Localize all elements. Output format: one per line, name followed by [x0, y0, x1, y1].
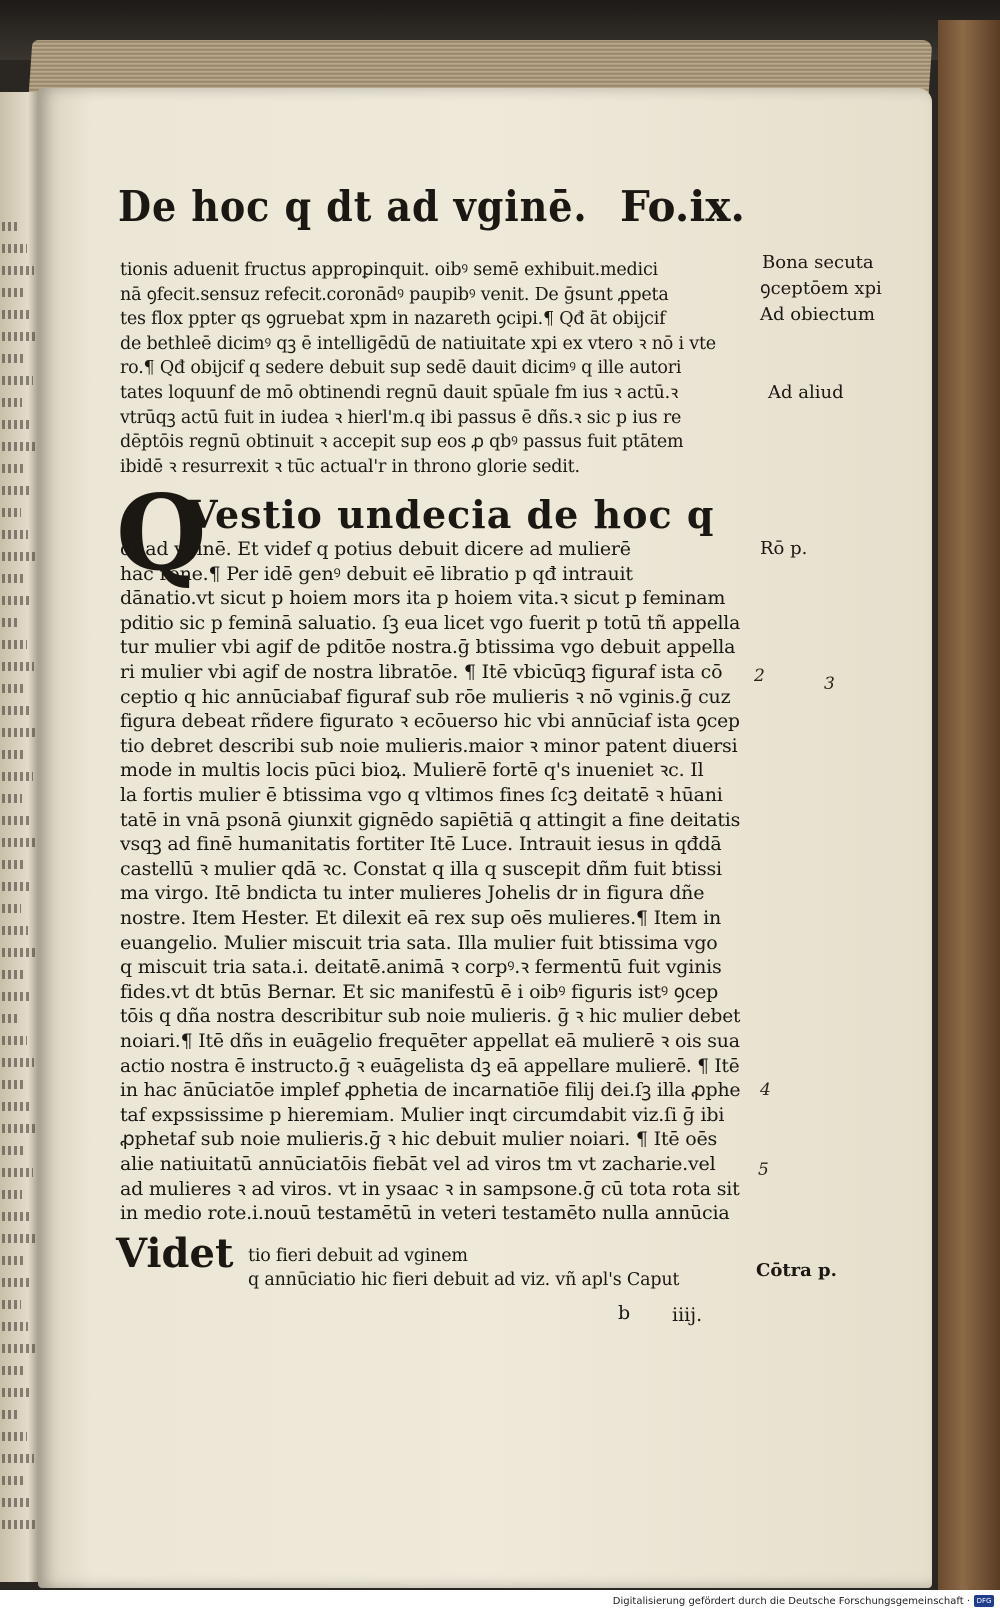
- facing-page-text-fragment: [2, 1124, 37, 1133]
- text-line: vtrūqꝫ actū fuit in iudea ꝛ hierl'm.q ibi passus ē dñs.ꝛ sic p ius re: [120, 407, 682, 428]
- text-line: figura debeat rñdere figurato ꝛ ecōuerso hic vbi annūciaf ista ꝯcep: [120, 710, 740, 733]
- facing-page-text-fragment: [2, 1454, 34, 1463]
- facing-page-text-fragment: [2, 860, 25, 869]
- text-line: ꝓphetaf sub noie mulieris.ḡ ꝛ hic debuit mulier noiari. ¶ Itē oēs: [120, 1128, 718, 1151]
- facing-page-text-fragment: [2, 486, 32, 495]
- facing-page-text-fragment: [2, 816, 29, 825]
- facing-page-text-fragment: [2, 1432, 27, 1441]
- signature-mark: b: [618, 1302, 631, 1324]
- text-line: tionis aduenit fructus approꝑinquit. oibꝰ semē exhibuit.medici: [120, 260, 658, 280]
- footer-credit: Digitalisierung gefördert durch die Deutsche Forschungsgemeinschaft ·: [612, 1596, 970, 1607]
- text-line: ri mulier vbi agif de nostra libratōe. ¶ Itē vbicūqꝫ figuraf ista cō: [120, 661, 723, 683]
- text-line: ad mulieres ꝛ ad viros. vt in ysaac ꝛ in sampsone.ḡ cū tota rota sit: [120, 1177, 740, 1200]
- facing-page-text-fragment: [2, 1146, 26, 1155]
- facing-page-text-fragment: [2, 728, 37, 737]
- text-line: q annūciatio hic fieri debuit ad viz. vñ apl's Caput: [248, 1270, 680, 1290]
- facing-page-text-fragment: [2, 684, 23, 693]
- facing-page-text-fragment: [2, 508, 21, 517]
- facing-page-text-fragment: [2, 442, 36, 451]
- running-head: De hoc q dt ad vginē.: [118, 182, 588, 231]
- text-line: ceptio q hic annūciabaf figuraf sub rōe mulieris ꝛ nō vginis.ḡ cuz: [120, 685, 731, 708]
- facing-page-text-fragment: [2, 970, 24, 979]
- question-heading: Vestio undecia de hoc q: [188, 492, 715, 537]
- facing-page-text-fragment: [2, 1190, 22, 1199]
- text-line: in medio rote.i.nouū testamētū in veteri testamēto nulla annūcia: [120, 1202, 730, 1225]
- facing-page-text-fragment: [2, 310, 30, 319]
- facing-page-text-fragment: [2, 1036, 27, 1045]
- facing-page-text-fragment: [2, 1234, 36, 1243]
- facing-page-text-fragment: [2, 926, 28, 935]
- facing-page-text-fragment: [2, 354, 26, 363]
- text-line: pditio sic p feminā saluatio. ſꝫ eua licet vgo fuerit p totū tñ appella: [120, 611, 741, 634]
- digitization-footer: [0, 1590, 1000, 1616]
- facing-page-text-fragment: [2, 948, 35, 957]
- margin-number-2: 2: [754, 666, 765, 686]
- facing-page-text-fragment: [2, 1058, 34, 1067]
- facing-page-text-fragment: [2, 1366, 24, 1375]
- text-line: ro.¶ Qđ obijcif q sedere debuit sup sedē dauit dicimꝰ q ille autori: [120, 358, 682, 379]
- catchword: iiij.: [672, 1304, 703, 1326]
- margin-note-conceptoem: ꝯceptōem xpi: [760, 278, 882, 299]
- text-line: vsqꝫ ad finē humanitatis fortiter Itē Luce. Intrauit iesus in qđdā: [120, 833, 722, 856]
- text-line: castellū ꝛ mulier qdā ꝛc. Constat q illa q suscepit dñm fuit btissi: [120, 857, 722, 880]
- folio-number: Fo.ix.: [620, 182, 746, 231]
- facing-page-text-fragment: [2, 1300, 21, 1309]
- facing-page-text-fragment: [2, 398, 22, 407]
- facing-page-text-fragment: [2, 574, 24, 583]
- text-line: dt ad vginē. Et videf q potius debuit dicere ad mulierē: [120, 538, 631, 560]
- text-line: tatē in vnā psonā ꝯiunxit gignēdo sapiētiā q attingit a fine deitatis: [120, 808, 741, 831]
- facing-page-text-fragment: [2, 552, 35, 561]
- facing-page-text-fragment: [2, 1212, 29, 1221]
- text-line: euangelio. Mulier miscuit tria sata. Illa mulier fuit btissima vgo: [120, 931, 718, 954]
- facing-page-text-fragment: [2, 706, 30, 715]
- book-cover-edge: [938, 20, 1000, 1590]
- text-line: actio nostra ē instructo.ḡ ꝛ euāgelista dꝫ eā appellare mulierē. ¶ Itē: [120, 1054, 740, 1077]
- facing-page-fragment: [0, 92, 40, 1582]
- facing-page-text-fragment: [2, 1080, 23, 1089]
- text-line: tur mulier vbi agif de pditōe nostra.ḡ btissima vgo debuit appella: [120, 636, 736, 659]
- facing-page-text-fragment: [2, 1520, 37, 1529]
- text-line: ibidē ꝛ resurrexit ꝛ tūc actual'r in throno glorie sedit.: [120, 456, 580, 477]
- text-line: tio debret describi sub noie mulieris.maior ꝛ minor patent diuersi: [120, 734, 738, 757]
- text-line: q miscuit tria sata.i. deitatē.animā ꝛ corpꝰ.ꝛ fermentū fuit vginis: [120, 956, 722, 979]
- facing-page-text-fragment: [2, 1278, 32, 1287]
- facing-page-text-fragment: [2, 904, 21, 913]
- margin-note-ad-obiectum: Ad obiectum: [760, 304, 875, 325]
- facing-page-text-fragment: [2, 772, 33, 781]
- facing-page-text-fragment: [2, 376, 33, 385]
- text-line: fides.vt dt btūs Bernar. Et sic manifestū ē i oibꝰ figuris istꝰ ꝯcep: [120, 980, 719, 1003]
- margin-note-ro-p: Rō p.: [760, 538, 808, 559]
- facing-page-text-fragment: [2, 596, 31, 605]
- facing-page-text-fragment: [2, 640, 27, 649]
- facing-page-text-fragment: [2, 1014, 20, 1023]
- facing-page-text-fragment: [2, 662, 34, 671]
- decorated-initial-videt: Videt: [116, 1230, 234, 1277]
- margin-note-contra-p: Cōtra p.: [756, 1260, 837, 1281]
- facing-page-text-fragment: [2, 1498, 30, 1507]
- facing-page-text-fragment: [2, 1322, 28, 1331]
- text-line: ma virgo. Itē bndicta tu inter mulieres Johelis dr in figura dñe: [120, 882, 705, 905]
- dfg-logo: DFG: [974, 1595, 994, 1607]
- text-line: la fortis mulier ē btissima vgo q vltimos fines ſcꝫ deitatē ꝛ hūani: [120, 784, 723, 806]
- margin-number-3: 3: [824, 674, 835, 694]
- text-line: tio fieri debuit ad vginem: [248, 1246, 468, 1266]
- text-line: alie natiuitatū annūciatōis fiebāt vel ad viros tm vt zacharie.vel: [120, 1153, 716, 1175]
- text-line: nā ꝯfecit.sensuz refecit.coronādꝰ paupibꝰ venit. De ḡsunt ꝓpeta: [120, 284, 669, 305]
- text-line: noiari.¶ Itē dñs in euāgelio frequēter appellat eā mulierē ꝛ ois sua: [120, 1030, 740, 1052]
- text-line: dēptōis regnū obtinuit ꝛ accepit sup eos ꝓ qbꝰ passus fuit ptātem: [120, 432, 684, 453]
- facing-page-text-fragment: [2, 1256, 25, 1265]
- text-line: dānatio.vt sicut p hoiem mors ita p hoiem vita.ꝛ sicut p feminam: [120, 587, 726, 610]
- text-line: mode in multis locis pūci bioꝝ. Mulierē fortē q's inueniet ꝛc. Il: [120, 759, 704, 782]
- facing-page-text-fragment: [2, 464, 25, 473]
- facing-page-text-fragment: [2, 750, 26, 759]
- facing-page-text-fragment: [2, 266, 34, 275]
- facing-page-text-fragment: [2, 882, 32, 891]
- facing-page-text-fragment: [2, 618, 20, 627]
- margin-number-5: 5: [758, 1160, 769, 1180]
- decorated-initial-q: Q: [116, 471, 207, 594]
- facing-page-text-fragment: [2, 420, 29, 429]
- facing-page-text-fragment: [2, 1476, 23, 1485]
- text-line: in hac ānūciatōe implef ꝓphetia de incarnatiōe filij dei.ſꝫ illa ꝓphe: [120, 1079, 741, 1102]
- facing-page-text-fragment: [2, 332, 37, 341]
- text-line: tates loquunf de mō obtinendi regnū dauit spūale fm ius ꝛ actū.ꝛ: [120, 383, 679, 403]
- text-line: hac rōne.¶ Per idē genꝰ debuit eē libratio p qđ intrauit: [120, 562, 633, 585]
- facing-page-text-fragment: [2, 222, 20, 231]
- text-line: taf expssissime p hieremiam. Mulier inqt circumdabit viz.ſi ḡ ibi: [120, 1103, 725, 1126]
- margin-note-ad-aliud: Ad aliud: [768, 382, 844, 403]
- facing-page-text-fragment: [2, 1102, 30, 1111]
- facing-page-text-fragment: [2, 838, 36, 847]
- facing-page-text-fragment: [2, 794, 22, 803]
- facing-page-text-fragment: [2, 244, 27, 253]
- facing-page-text-fragment: [2, 1388, 31, 1397]
- text-line: de bethleē dicimꝰ qꝫ ē intelligēdū de natiuitate xpi ex vtero ꝛ nō i vte: [120, 333, 716, 354]
- margin-note-bona-secuta: Bona secuta: [762, 252, 874, 273]
- text-line: tōis q dña nostra describitur sub noie mulieris. ḡ ꝛ hic mulier debet: [120, 1005, 741, 1028]
- facing-page-text-fragment: [2, 530, 28, 539]
- facing-page-text-fragment: [2, 288, 23, 297]
- margin-number-4: 4: [760, 1080, 771, 1100]
- facing-page-text-fragment: [2, 1168, 33, 1177]
- text-line: tes flox ppter qs ꝯgruebat xpm in nazareth ꝯcipi.¶ Qđ āt obijcif: [120, 309, 666, 330]
- text-line: nostre. Item Hester. Et dilexit eā rex sup oēs mulieres.¶ Item in: [120, 907, 722, 929]
- facing-page-text-fragment: [2, 992, 31, 1001]
- facing-page-text-fragment: [2, 1344, 35, 1353]
- facing-page-text-fragment: [2, 1410, 20, 1419]
